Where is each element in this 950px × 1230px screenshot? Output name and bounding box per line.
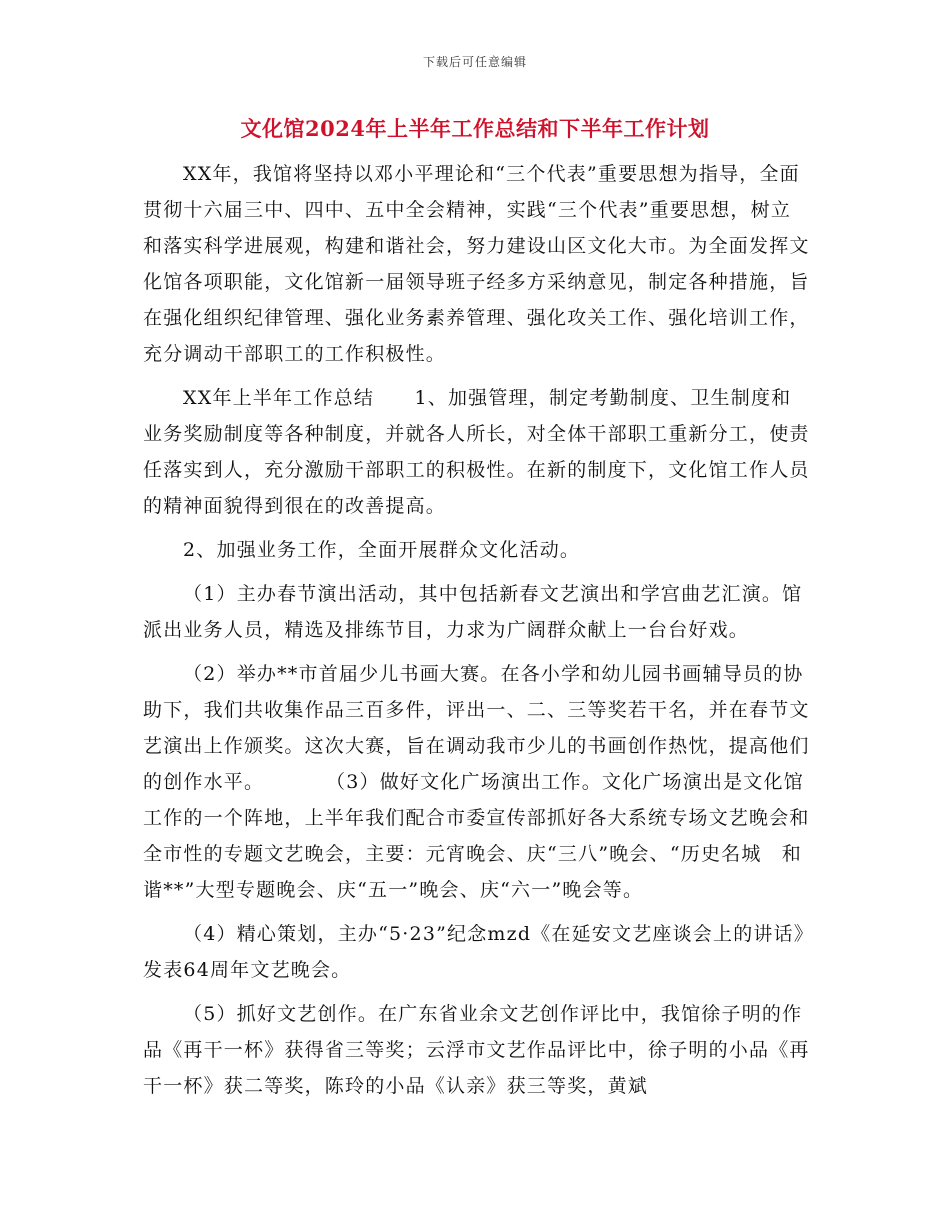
paragraph-item-2-3: （2）举办**市首届少儿书画大赛。在各小学和幼儿园书画辅导员的协助下，我们共收集作品三百多件，评出一、二、三等奖若干名，并在春节文艺演出上作颁奖。这次大赛，旨在调动我市少儿的书画创作热忱，提高他们的创作水平。 （3）做好文化广场演出工作。文化广场演出是文化馆工作的一个阵地，上半年我们配合市委宣传部抓好各大系统专场文艺晚会和全市性的专题文艺晚会，主要：元宵晚会、庆“三八”晚会、“历史名城 和谐**”大型专题晚会、庆“五一”晚会、庆“六一”晚会等。 [143,663,810,901]
document-body [143,156,811,1112]
paragraph-item-5: （5）抓好文艺创作。在广东省业余文艺创作评比中，我馆徐子明的作品《再干一杯》获得省三等奖；云浮市文艺作品评比中，徐子明的小品《再干一杯》获二等奖，陈玲的小品《认亲》获三等奖，黄斌 [143,1003,810,1097]
paragraph-intro: XX年，我馆将坚持以邓小平理论和“三个代表”重要思想为指导，全面贯彻十六届三中、四中、五中全会精神，实践“三个代表”重要思想，树立和落实科学进展观，构建和谐社会，努力建设山区文化大市。为全面发挥文化馆各项职能，文化馆新一届领导班子经多方采纳意见，制定各种措施，旨在强化组织纪律管理、强化业务素养管理、强化攻关工作、强化培训工作，充分调动干部职工的工作积极性。 [143,163,810,365]
paragraph-item-4: （4）精心策划，主办“5·23”纪念mzd《在延安文艺座谈会上的讲话》发表64周年文艺晚会。 [143,923,805,981]
document-title: 文化馆2024年上半年工作总结和下半年工作计划 [240,116,710,141]
paragraph-business-work: 2、加强业务工作，全面开展群众文化活动。 [183,539,581,561]
header-note: 下载后可任意编辑 [422,55,527,69]
paragraph-item-1: （1）主办春节演出活动，其中包括新春文艺演出和学宫曲艺汇演。馆派出业务人员，精选及排练节目，力求为广阔群众献上一台台好戏。 [143,583,803,641]
paragraph-summary-management: XX年上半年工作总结 1、加强管理，制定考勤制度、卫生制度和业务奖励制度等各种制度，并就各人所长，对全体干部职工重新分工，使责任落实到人，充分激励干部职工的积极性。在新的制度下，文化馆工作人员的精神面貌得到很在的改善提高。 [143,387,810,517]
